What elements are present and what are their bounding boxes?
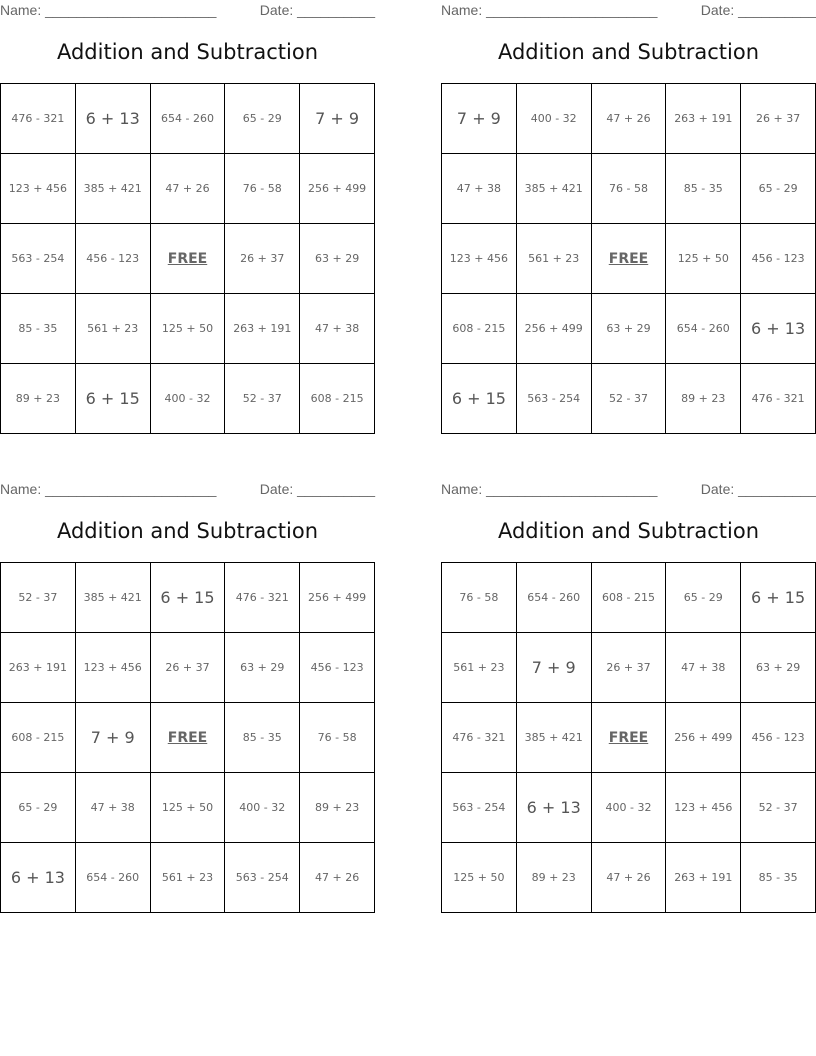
grid-cell: 256 + 499 (666, 703, 741, 773)
free-space-cell: FREE (591, 224, 666, 294)
grid-row (1, 154, 375, 224)
grid-row (1, 563, 375, 633)
grid-cell: 89 + 23 (1, 364, 76, 434)
grid-cell: 6 + 13 (1, 843, 76, 913)
grid-cell: 400 - 32 (150, 364, 225, 434)
grid-cell: 6 + 15 (75, 364, 150, 434)
grid-cell: 385 + 421 (516, 154, 591, 224)
card-header (0, 479, 375, 499)
grid-row (1, 773, 375, 843)
grid-cell: 76 - 58 (442, 563, 517, 633)
grid-cell: 85 - 35 (1, 294, 76, 364)
grid-cell: 123 + 456 (442, 224, 517, 294)
grid-cell: 123 + 456 (1, 154, 76, 224)
grid-cell: 85 - 35 (225, 703, 300, 773)
grid-cell: 89 + 23 (666, 364, 741, 434)
grid-row (442, 843, 816, 913)
grid-row (442, 154, 816, 224)
grid-cell: 47 + 26 (300, 843, 375, 913)
grid-cell: 47 + 38 (442, 154, 517, 224)
grid-cell: 561 + 23 (516, 224, 591, 294)
grid-cell: 7 + 9 (442, 84, 517, 154)
grid-cell: 47 + 38 (75, 773, 150, 843)
grid-row (442, 633, 816, 703)
grid-cell: 76 - 58 (591, 154, 666, 224)
grid-cell: 654 - 260 (516, 563, 591, 633)
grid-cell: 125 + 50 (150, 294, 225, 364)
grid-cell: 63 + 29 (300, 224, 375, 294)
grid-cell: 47 + 26 (591, 84, 666, 154)
grid-cell: 256 + 499 (300, 563, 375, 633)
grid-cell: 65 - 29 (666, 563, 741, 633)
grid-cell: 608 - 215 (442, 294, 517, 364)
grid-cell: 26 + 37 (225, 224, 300, 294)
date-label: Date: __________ (259, 2, 375, 18)
grid-cell: 47 + 26 (591, 843, 666, 913)
grid-cell: 7 + 9 (300, 84, 375, 154)
name-label: Name: ______________________ (441, 481, 658, 497)
grid-cell: 476 - 321 (741, 364, 816, 434)
card-header (0, 0, 375, 20)
grid-cell: 400 - 32 (591, 773, 666, 843)
grid-cell: 125 + 50 (442, 843, 517, 913)
grid-cell: 563 - 254 (225, 843, 300, 913)
card-title: Addition and Subtraction (56, 519, 319, 543)
bingo-grid (0, 562, 375, 913)
grid-cell: 256 + 499 (516, 294, 591, 364)
date-label: Date: __________ (700, 481, 816, 497)
grid-cell: 65 - 29 (1, 773, 76, 843)
grid-cell: 63 + 29 (741, 633, 816, 703)
grid-row (1, 294, 375, 364)
grid-row (442, 224, 816, 294)
grid-cell: 608 - 215 (591, 563, 666, 633)
grid-cell: 400 - 32 (225, 773, 300, 843)
name-label: Name: ______________________ (0, 481, 217, 497)
free-space-cell: FREE (591, 703, 666, 773)
grid-cell: 47 + 26 (150, 154, 225, 224)
grid-cell: 563 - 254 (516, 364, 591, 434)
grid-cell: 256 + 499 (300, 154, 375, 224)
grid-cell: 476 - 321 (225, 563, 300, 633)
bingo-grid (441, 83, 816, 434)
grid-row (442, 294, 816, 364)
grid-row (1, 84, 375, 154)
grid-cell: 400 - 32 (516, 84, 591, 154)
grid-cell: 7 + 9 (75, 703, 150, 773)
grid-row (442, 773, 816, 843)
bingo-grid (441, 562, 816, 913)
grid-row (442, 84, 816, 154)
grid-cell: 385 + 421 (516, 703, 591, 773)
grid-cell: 125 + 50 (666, 224, 741, 294)
grid-cell: 47 + 38 (666, 633, 741, 703)
grid-cell: 263 + 191 (666, 843, 741, 913)
name-label: Name: ______________________ (441, 2, 658, 18)
grid-cell: 563 - 254 (442, 773, 517, 843)
grid-cell: 385 + 421 (75, 154, 150, 224)
grid-cell: 6 + 15 (741, 563, 816, 633)
grid-cell: 476 - 321 (442, 703, 517, 773)
grid-cell: 6 + 13 (516, 773, 591, 843)
grid-cell: 385 + 421 (75, 563, 150, 633)
grid-cell: 456 - 123 (300, 633, 375, 703)
grid-cell: 456 - 123 (741, 703, 816, 773)
grid-cell: 63 + 29 (225, 633, 300, 703)
grid-cell: 85 - 35 (741, 843, 816, 913)
card-title: Addition and Subtraction (56, 40, 319, 64)
grid-cell: 263 + 191 (1, 633, 76, 703)
grid-cell: 608 - 215 (1, 703, 76, 773)
grid-cell: 123 + 456 (75, 633, 150, 703)
grid-cell: 85 - 35 (666, 154, 741, 224)
card-header (441, 0, 816, 20)
grid-row (1, 364, 375, 434)
grid-cell: 65 - 29 (741, 154, 816, 224)
grid-cell: 89 + 23 (516, 843, 591, 913)
grid-cell: 26 + 37 (591, 633, 666, 703)
card-title: Addition and Subtraction (497, 40, 760, 64)
grid-row (442, 703, 816, 773)
grid-cell: 123 + 456 (666, 773, 741, 843)
grid-cell: 263 + 191 (225, 294, 300, 364)
grid-cell: 7 + 9 (516, 633, 591, 703)
grid-cell: 563 - 254 (1, 224, 76, 294)
grid-row (442, 563, 816, 633)
date-label: Date: __________ (259, 481, 375, 497)
grid-cell: 654 - 260 (75, 843, 150, 913)
grid-cell: 561 + 23 (75, 294, 150, 364)
grid-cell: 65 - 29 (225, 84, 300, 154)
grid-cell: 561 + 23 (150, 843, 225, 913)
bingo-grid (0, 83, 375, 434)
card-header (441, 479, 816, 499)
grid-cell: 52 - 37 (591, 364, 666, 434)
name-label: Name: ______________________ (0, 2, 217, 18)
grid-cell: 26 + 37 (741, 84, 816, 154)
grid-cell: 654 - 260 (666, 294, 741, 364)
grid-cell: 6 + 15 (442, 364, 517, 434)
grid-cell: 47 + 38 (300, 294, 375, 364)
grid-cell: 608 - 215 (300, 364, 375, 434)
grid-cell: 63 + 29 (591, 294, 666, 364)
grid-cell: 654 - 260 (150, 84, 225, 154)
grid-cell: 52 - 37 (741, 773, 816, 843)
grid-cell: 561 + 23 (442, 633, 517, 703)
grid-cell: 26 + 37 (150, 633, 225, 703)
grid-cell: 52 - 37 (1, 563, 76, 633)
free-space-cell: FREE (150, 224, 225, 294)
grid-row (1, 843, 375, 913)
grid-row (1, 224, 375, 294)
grid-cell: 263 + 191 (666, 84, 741, 154)
grid-cell: 125 + 50 (150, 773, 225, 843)
grid-cell: 76 - 58 (300, 703, 375, 773)
grid-cell: 52 - 37 (225, 364, 300, 434)
grid-cell: 6 + 13 (75, 84, 150, 154)
grid-cell: 456 - 123 (741, 224, 816, 294)
card-title: Addition and Subtraction (497, 519, 760, 543)
grid-cell: 456 - 123 (75, 224, 150, 294)
date-label: Date: __________ (700, 2, 816, 18)
grid-row (1, 703, 375, 773)
grid-cell: 6 + 13 (741, 294, 816, 364)
grid-cell: 6 + 15 (150, 563, 225, 633)
grid-cell: 89 + 23 (300, 773, 375, 843)
grid-row (1, 633, 375, 703)
grid-cell: 476 - 321 (1, 84, 76, 154)
grid-row (442, 364, 816, 434)
grid-cell: 76 - 58 (225, 154, 300, 224)
free-space-cell: FREE (150, 703, 225, 773)
